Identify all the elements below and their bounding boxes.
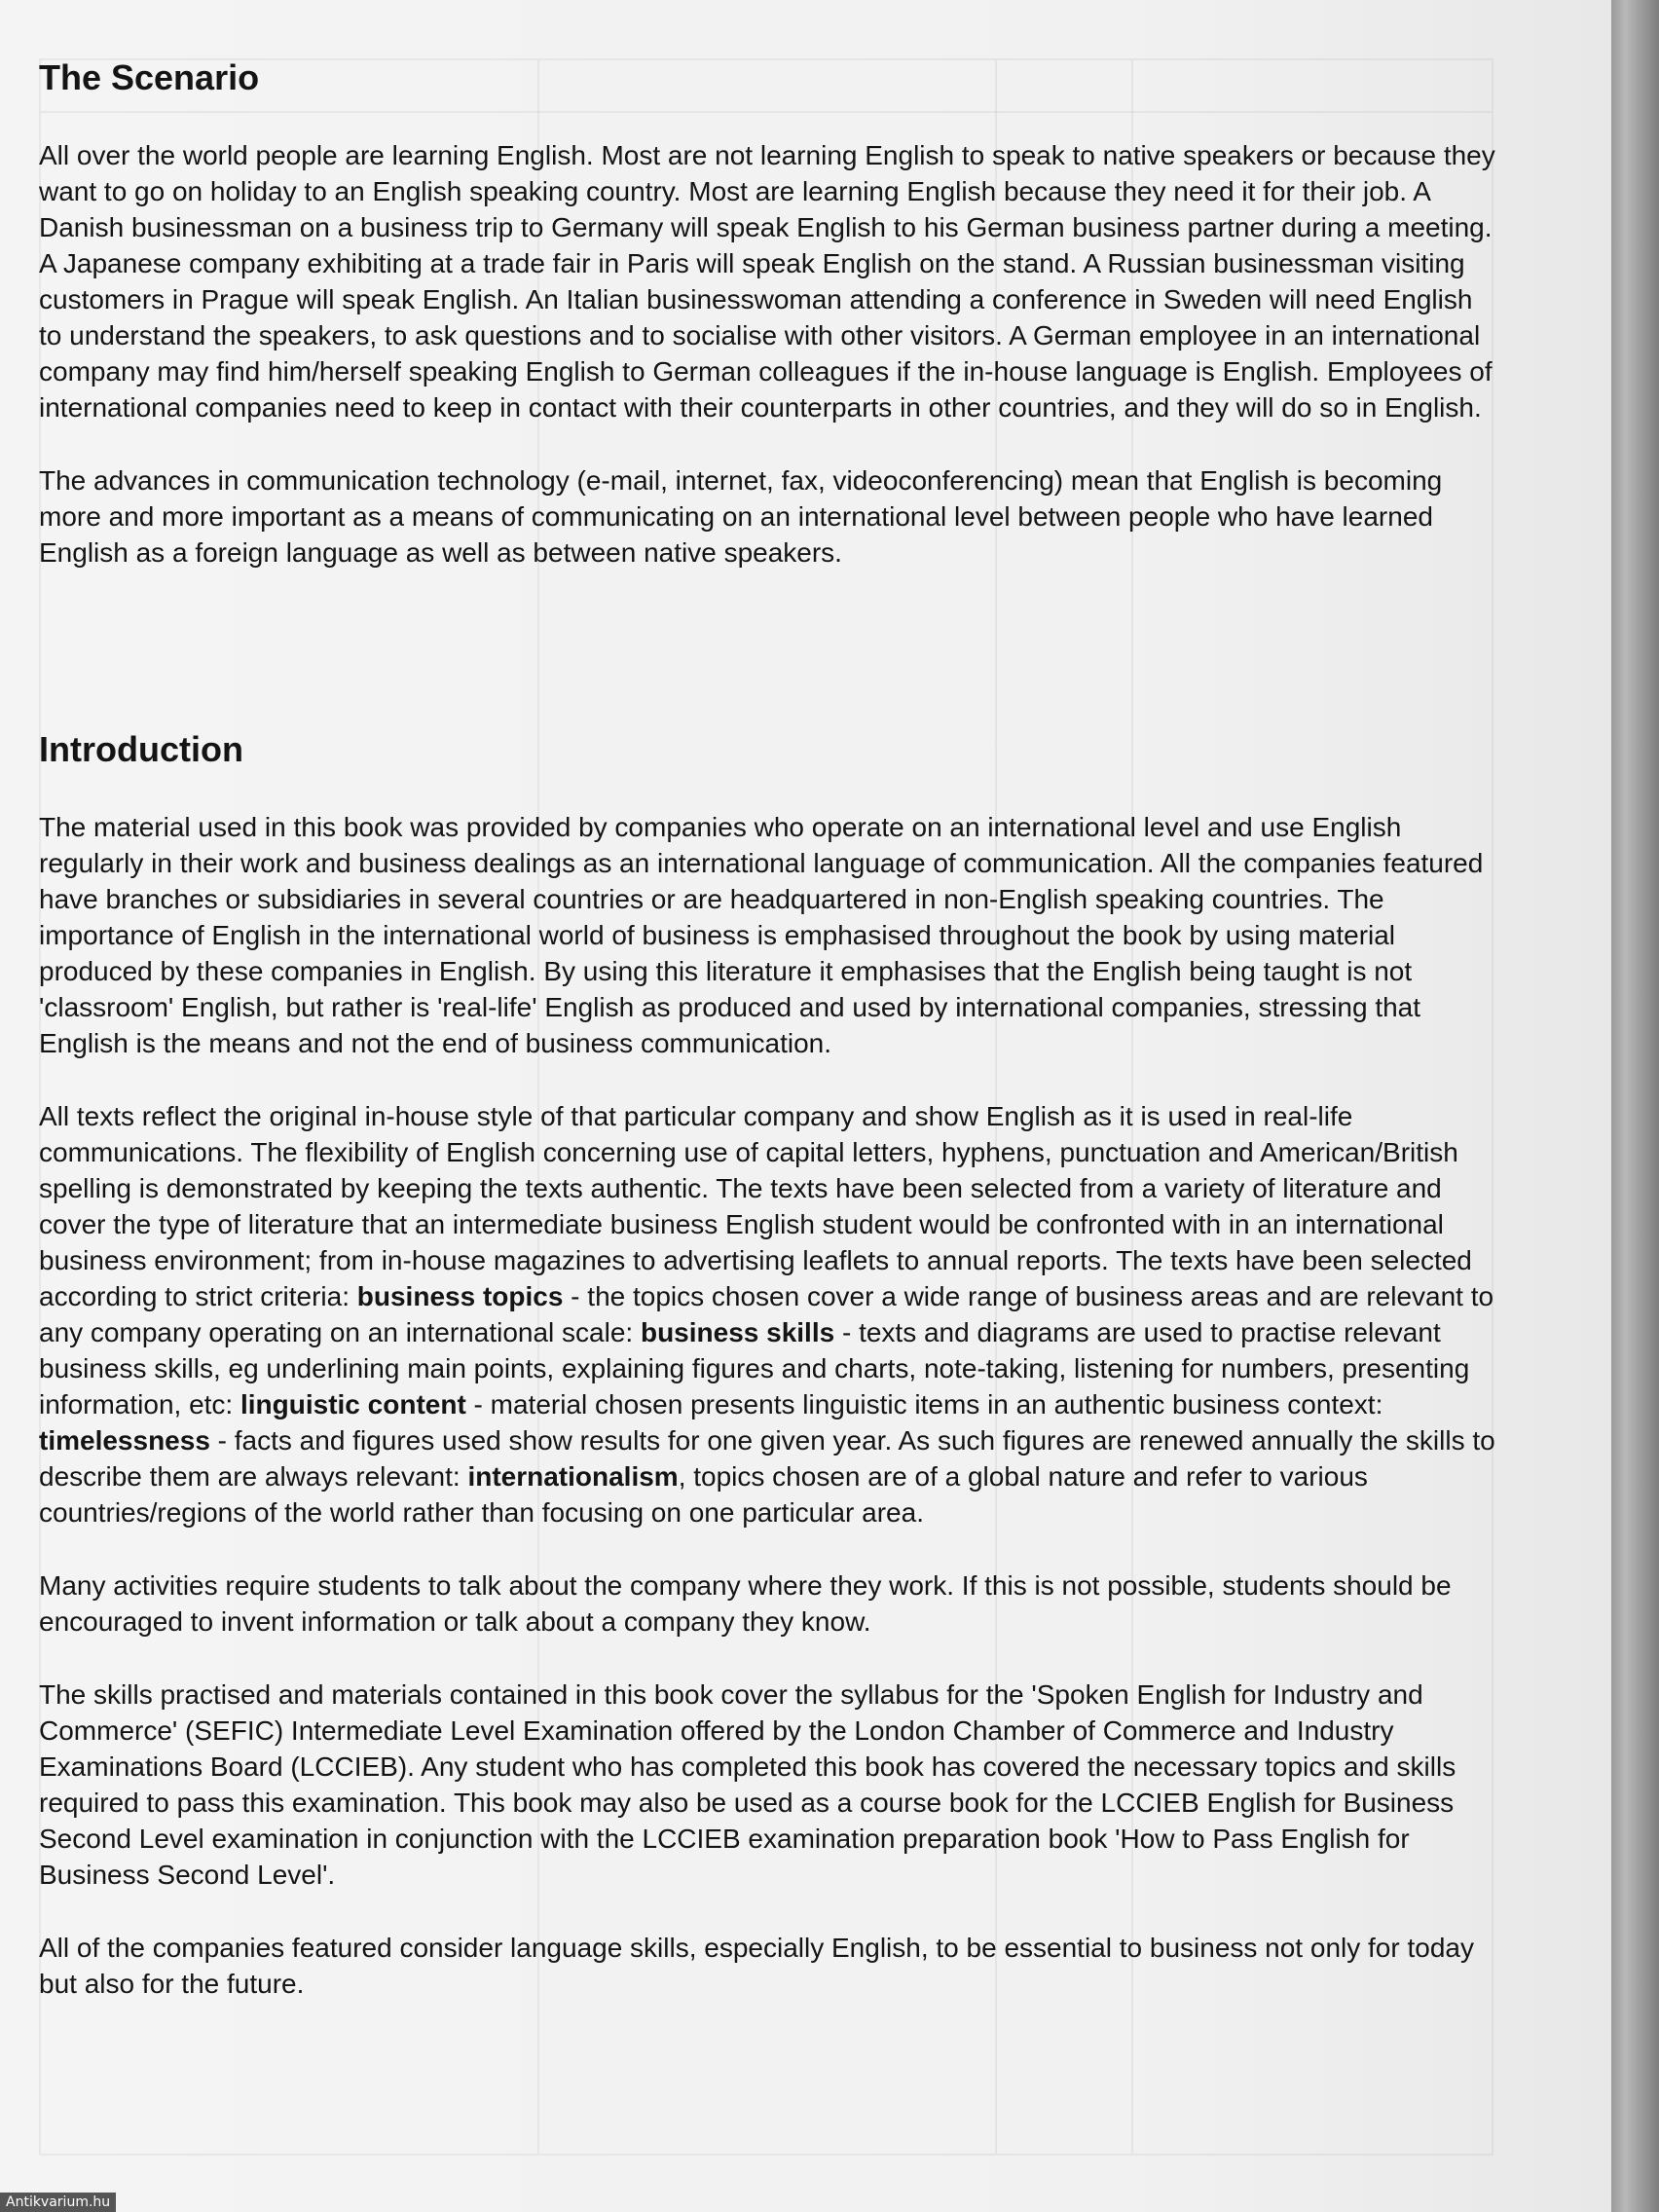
watermark: Antikvarium.hu xyxy=(0,2193,116,2212)
introduction-paragraph-1: The material used in this book was provided by companies who operate on an international level and use English regularly in their work and business dealings as an international language of communication. All the companies featured have branches or subsidiaries in several countries or are headquartered in non-English speaking countries. The importance of English in the international world of business is emphasised throughout the book by using material produced by these companies in English. By using this literature it emphasises that the English being taught is not 'classroom' English, but rather is 'real-life' English as produced and used by international companies, stressing that English is the means and not the end of business communication. xyxy=(39,812,1484,1059)
introduction-paragraph-3: Many activities require students to talk about the company where they work. If this is not possible, students should be encouraged to invent information or talk about a company they know. xyxy=(39,1570,1452,1638)
text-run: - material chosen presents linguistic items in an authentic business context: xyxy=(465,1389,1383,1420)
page-edge-shadow xyxy=(1611,0,1659,2212)
text-run: All texts reflect the original in-house style of that particular company and show English as it is used in real-life communications. The flexibility of English concerning use of capital letters, hyphens, punctuation and American/British spelling is demonstrated by keeping the texts authentic. The texts have been selected from a variety of literature and cover the type of literature that an intermediate business English student would be confronted with in an international business environment; from in-house magazines to advertising leaflets to annual reports. The texts have been selected according to strict criteria: xyxy=(39,1101,1472,1312)
introduction-paragraph-4: The skills practised and materials contained in this book cover the syllabus for the 'Spoken English for Industry and Commerce' (SEFIC) Intermediate Level Examination offered by the London Chamber of Commerce and Industry Examinations Board (LCCIEB). Any student who has completed this book has covered the necessary topics and skills required to pass this examination. This book may also be used as a course book for the LCCIEB English for Business Second Level examination in conjunction with the LCCIEB examination preparation book 'How to Pass English for Business Second Level'. xyxy=(39,1679,1456,1891)
bold-term-timelessness: timelessness xyxy=(39,1425,210,1456)
text-run: - the topics chosen cover a wide range of business areas and are relevant to any company operating on an international scale: xyxy=(39,1281,1494,1348)
bold-term-business-skills: business skills xyxy=(640,1317,835,1348)
introduction-paragraph-2 xyxy=(39,1098,1499,1530)
text-run: , topics chosen are of a global nature and refer to various countries/regions of the world rather than focusing on one particular area. xyxy=(39,1461,1368,1529)
text-run: - facts and figures used show results for one given year. As such figures are renewed annually the skills to describe them are always relevant: xyxy=(39,1425,1495,1493)
page-content xyxy=(39,56,1499,2002)
bold-term-linguistic-content: linguistic content xyxy=(240,1389,466,1420)
introduction-paragraph-5: All of the companies featured consider language skills, especially English, to be essential to business not only for today but also for the future. xyxy=(39,1933,1474,2000)
bold-term-business-topics: business topics xyxy=(356,1281,564,1312)
introduction-heading: Introduction xyxy=(39,729,243,770)
scenario-paragraph-1: All over the world people are learning English. Most are not learning English to speak to native speakers or because they want to go on holiday to an English speaking country. Most are learning English because they need it for their job. A Danish businessman on a business trip to Germany will speak English to his German business partner during a meeting. A Japanese company exhibiting at a trade fair in Paris will speak English on the stand. A Russian businessman visiting customers in Prague will speak English. An Italian businesswoman attending a conference in Sweden will need English to understand the speakers, to ask questions and to socialise with other visitors. A German employee in an international company may find him/herself speaking English to German colleagues if the in-house language is English. Employees of international companies need to keep in contact with their counterparts in other countries, and they will do so in English. xyxy=(39,140,1495,424)
scenario-heading: The Scenario xyxy=(39,57,260,97)
bold-term-internationalism: internationalism xyxy=(467,1461,679,1493)
text-run: - texts and diagrams are used to practise relevant business skills, eg underlining main points, explaining figures and charts, note-taking, listening for numbers, presenting information, etc: xyxy=(39,1317,1470,1420)
scenario-paragraph-2: The advances in communication technology (e-mail, internet, fax, videoconferencing) mean that English is becoming more and more important as a means of communicating on an international level between people who have learned English as a foreign language as well as between native speakers. xyxy=(39,465,1443,569)
